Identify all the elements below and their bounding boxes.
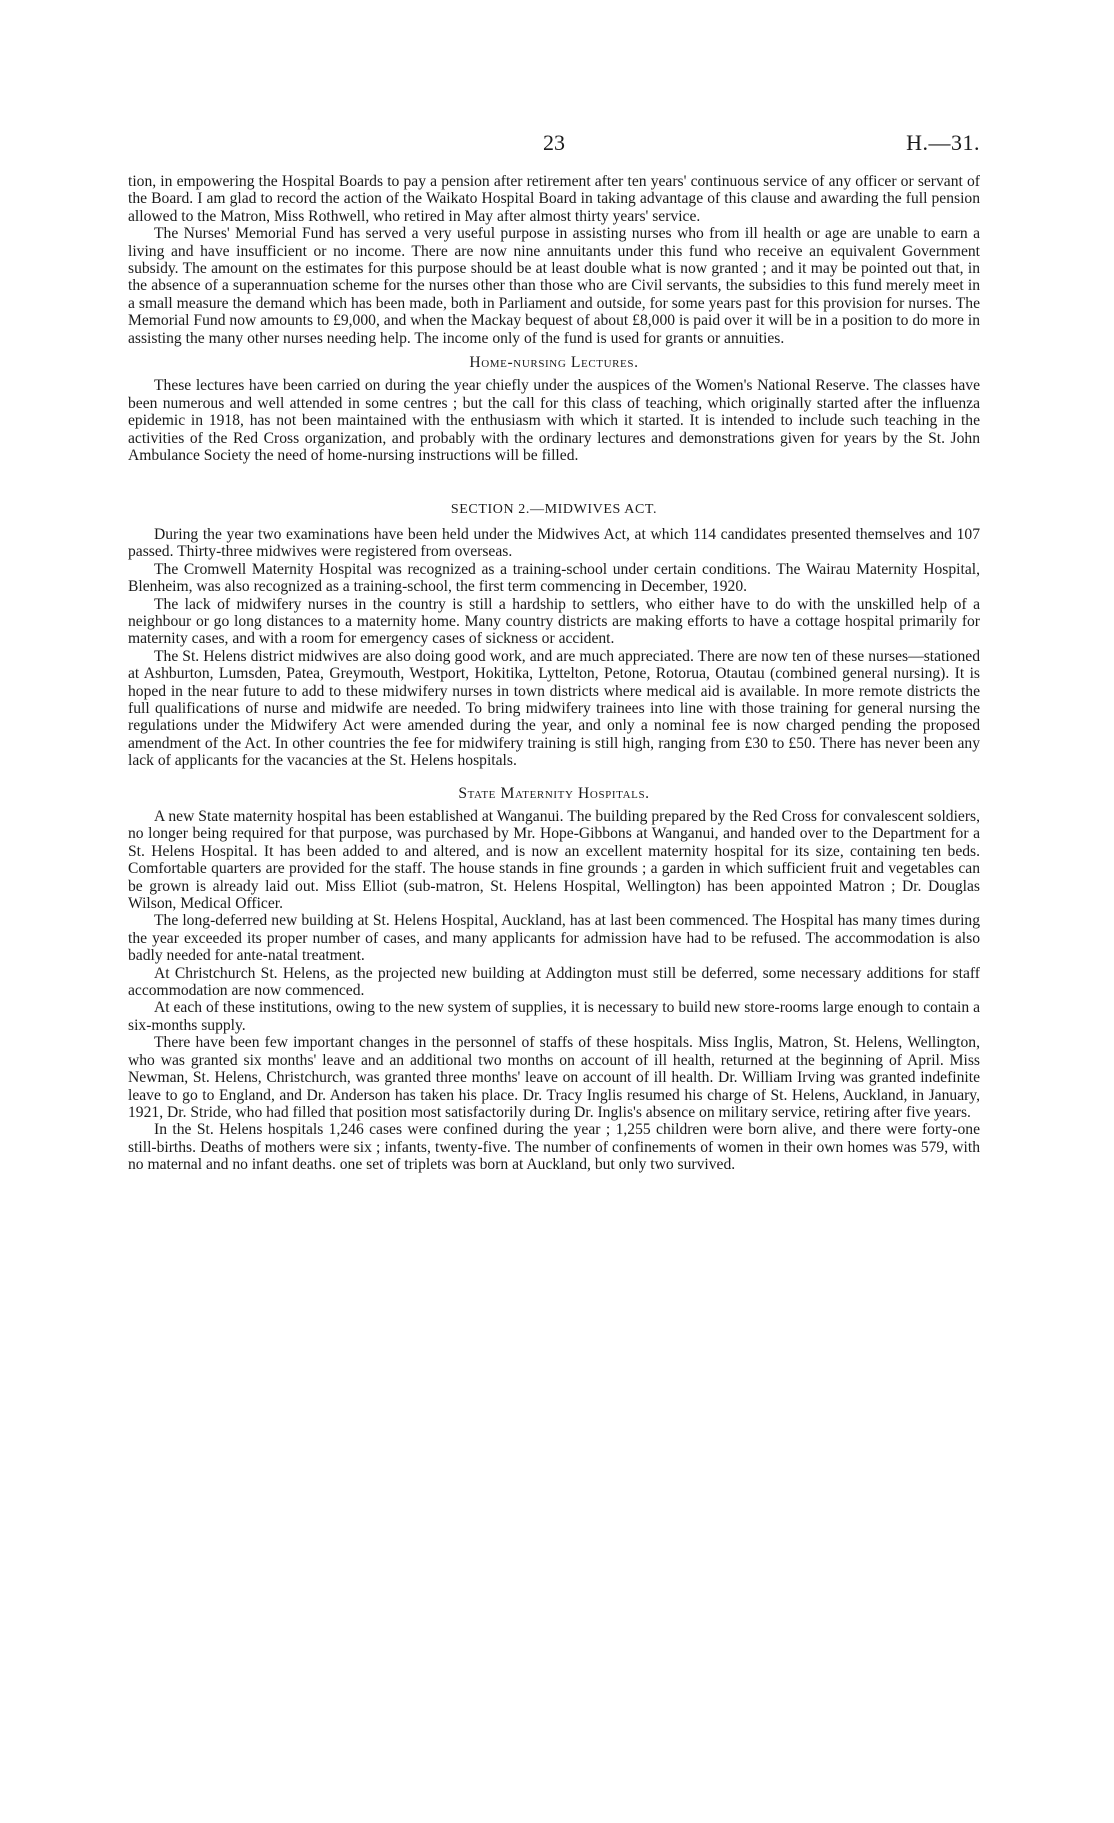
page-header — [128, 126, 980, 162]
paragraph: In the St. Helens hospitals 1,246 cases were confined during the year ; 1,255 children were born alive, and there were forty-one still-births. Deaths of mothers were six ; infants, twenty-five. The number of confinements of women in their own homes was 579, with no maternal and no infant deaths. one set of triplets was born at Auckland, but only two survived. — [128, 1121, 980, 1174]
paragraph: During the year two examinations have been held under the Midwives Act, at which 114 candidates presented themselves and 107 passed. Thirty-three midwives were registered from overseas. — [128, 525, 980, 561]
section-heading-state-maternity: State Maternity Hospitals. — [458, 784, 650, 802]
section-heading-midwives-act: SECTION 2.—MIDWIVES ACT. — [450, 501, 658, 517]
paragraph: There have been few important changes in the personnel of staffs of these hospitals. Miss Inglis, Matron, St. Helens, Wellington, who was granted six months' leave and an additional two months on account of ill health, returned at the beginning of April. Miss Newman, St. Helens, Christchurch, was granted three months' leave on account of ill health. Dr. William Irving was granted indefinite leave to go to England, and Dr. Anderson has taken his place. Dr. Tracy Inglis resumed his charge of St. Helens, Auckland, in January, 1921, Dr. Stride, who had filled that position most satisfactorily during Dr. Inglis's absence on military service, retiring after five years. — [128, 1034, 980, 1121]
paragraph: The St. Helens district midwives are also doing good work, and are much appreciated. There are now ten of these nurses—stationed at Ashburton, Lumsden, Patea, Greymouth, Westport, Hokitika, Lyttelton, Petone, Rotorua, Otautau (combined general nursing). It is hoped in the near future to add to these midwifery nurses in town districts where medical aid is available. In more remote districts the full qualifications of nurse and midwife are needed. To bring midwifery trainees into line with those training for general nursing the regulations under the Midwifery Act were amended during the year, and only a nominal fee is now charged pending the proposed amendment of the Act. In other countries the fee for midwifery training is still high, ranging from £30 to £50. There has never been any lack of applicants for the vacancies at the St. Helens hospitals. — [128, 647, 980, 770]
paragraph: A new State maternity hospital has been established at Wanganui. The building prepared by the Red Cross for convalescent soldiers, no longer being required for that purpose, was purchased by Mr. Hope-Gibbons at Wanganui, and handed over to the Department for a St. Helens Hospital. It has been added to and altered, and is now an excellent maternity hospital for its size, containing ten beds. Comfortable quarters are provided for the staff. The house stands in fine grounds ; a garden in which sufficient fruit and vegetables can be grown is already laid out. Miss Elliot (sub-matron, St. Helens Hospital, Wellington) has been appointed Matron ; Dr. Douglas Wilson, Medical Officer. — [128, 808, 980, 913]
paragraph: The long-deferred new building at St. Helens Hospital, Auckland, has at last been commenced. The Hospital has many times during the year exceeded its proper number of cases, and many applicants for admission have had to be refused. The accommodation is also badly needed for ante-natal treatment. — [128, 912, 980, 965]
paragraph: These lectures have been carried on during the year chiefly under the auspices of the Women's National Reserve. The classes have been numerous and well attended in some centres ; but the call for this class of teaching, which originally started after the influenza epidemic in 1918, has not been maintained with the enthusiasm with which it started. It is intended to include such teaching in the activities of the Red Cross organization, and probably with the ordinary lectures and demonstrations given for years by the St. John Ambulance Society the need of home-nursing instructions will be filled. — [128, 377, 980, 465]
document-body — [128, 173, 980, 1174]
paragraph: At each of these institutions, owing to the new system of supplies, it is necessary to build new store-rooms large enough to contain a six-months supply. — [128, 999, 980, 1034]
paragraph: tion, in empowering the Hospital Boards to pay a pension after retirement after ten years' continuous service of any officer or servant of the Board. I am glad to record the action of the Waikato Hospital Board in taking advantage of this clause and awarding the full pension allowed to the Matron, Miss Rothwell, who retired in May after almost thirty years' service. — [128, 173, 980, 225]
paragraph: At Christchurch St. Helens, as the projected new building at Addington must still be deferred, some necessary additions for staff accommodation are now commenced. — [128, 964, 980, 1000]
page-number: 23 — [543, 130, 565, 155]
paper-reference: H.—31. — [906, 130, 980, 155]
paragraph: The lack of midwifery nurses in the country is still a hardship to settlers, who either have to do with the unskilled help of a neighbour or go long distances to a maternity home. Many country districts are making efforts to have a cottage hospital primarily for maternity cases, and with a room for emergency cases of sickness or accident. — [128, 595, 980, 648]
section-heading-home-nursing: Home-nursing Lectures. — [469, 354, 639, 372]
paragraph: The Nurses' Memorial Fund has served a very useful purpose in assisting nurses who from ill health or age are unable to earn a living and have insufficient or no income. There are now nine annuitants under this fund who receive an equivalent Government subsidy. The amount on the estimates for this purpose should be at least double what is now granted ; and it may be pointed out that, in the absence of a superannuation scheme for the nurses other than those who are Civil servants, the subsidies to this fund merely meet in a small measure the demand which has been made, both in Parliament and outside, for some years past for this provision for nurses. The Memorial Fund now amounts to £9,000, and when the Mackay bequest of about £8,000 is paid over it will be in a position to do more in assisting the many other nurses needing help. The income only of the fund is used for grants or annuities. — [128, 225, 980, 347]
paragraph: The Cromwell Maternity Hospital was recognized as a training-school under certain conditions. The Wairau Maternity Hospital, Blenheim, was also recognized as a training-school, the first term commencing in December, 1920. — [128, 560, 980, 596]
